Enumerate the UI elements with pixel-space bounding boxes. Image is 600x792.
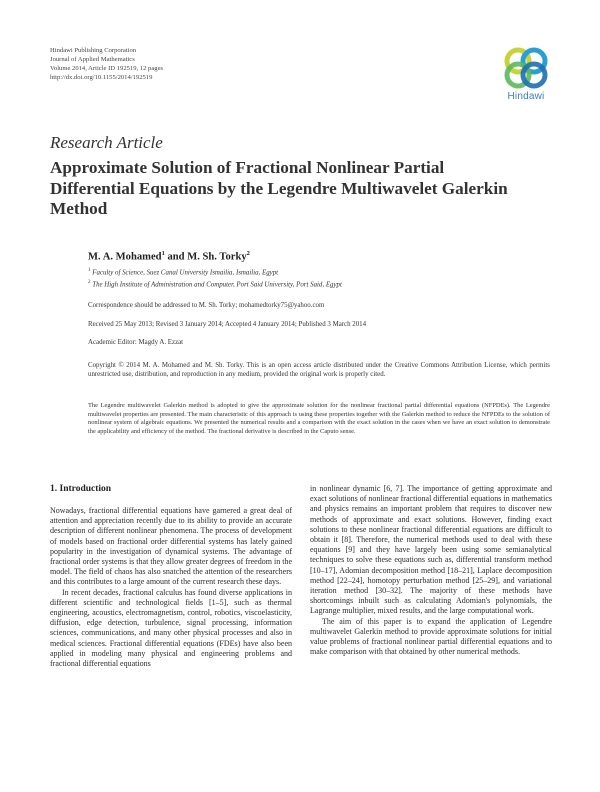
section-heading: 1. Introduction (50, 484, 112, 494)
paper-title: Approximate Solution of Fractional Nonlinear Partial Differential Equations by the Legendre Multiwavelet Galerkin Method (50, 158, 508, 218)
author-name: M. A. Mohamed (88, 251, 162, 263)
affiliation-mark: 2 (88, 280, 91, 285)
volume-line: Volume 2014, Article ID 192519, 12 pages (50, 65, 164, 72)
affiliation-text: The High Institute of Administration and Computer, Port Said University, Port Said, Egypt (92, 281, 342, 289)
affiliation-mark: 1 (88, 268, 91, 273)
authors-joiner: and (164, 251, 188, 263)
doi-link[interactable]: http://dx.doi.org/10.1155/2014/192519 (50, 74, 153, 81)
journal-header (50, 46, 163, 82)
paragraph: Nowadays, fractional differential equations have garnered a great deal of attention and appreciation recently due to its ability to provide an accurate description of different nonlinear phenomena. The process of development of models based on fractional order differential systems has lately gained popularity in the investigation of dynamical systems. The advantage of fractional order systems is that they allow greater degrees of freedom in the model. The field of chaos has also snatched the attention of the researchers and this contributes to a large amount of the current research these days. (50, 506, 292, 587)
right-column (310, 484, 552, 657)
author-list (88, 250, 250, 263)
affiliation-2 (88, 280, 342, 288)
paragraph: In recent decades, fractional calculus has found diverse applications in different scientific and technological fields [1–5], such as thermal engineering, acoustics, electromagnetism, control, robotics, viscoelasticity, diffusion, edge detection, turbulence, signal processing, information sciences, communications, and many other physical processes and also in medical sciences. Fractional differential equations (FDEs) have also been applied in modeling many physical and engineering problems and fractional differential equations (50, 587, 292, 669)
abstract-text: The Legendre multiwavelet Galerkin method is adopted to give the approximate solution for the nonlinear fractional partial differential equations (NFPDEs). The Legendre multiwavelet properties are presented. The main characteristic of this approach is using these properties together with the Galerkin method to reduce the NFPDEs to the solution of nonlinear system of algebraic equations. We presented the numerical results and a comparison with the exact solution in the cases when we have an exact solution to demonstrate the applicability and efficiency of the method. The fractional derivative is described in the Caputo sense. (88, 402, 550, 436)
journal-name: Journal of Applied Mathematics (50, 56, 135, 63)
dates-line: Received 25 May 2013; Revised 3 January 2014; Accepted 4 January 2014; Published 3 March 2014 (88, 321, 367, 328)
affiliation-text: Faculty of Science, Suez Canal University Ismailia, Ismailia, Egypt (92, 269, 279, 277)
author-affiliation-mark: 2 (246, 250, 250, 257)
publisher-line: Hindawi Publishing Corporation (50, 47, 137, 54)
affiliation-1 (88, 268, 278, 276)
hindawi-logo[interactable] (497, 44, 555, 104)
left-column (50, 506, 292, 669)
paragraph: The aim of this paper is to expand the application of Legendre multiwavelet Galerkin method to provide approximate solutions for initial value problems of fractional nonlinear partial differential equations and to make comparison with that obtained by other numerical methods. (310, 616, 552, 657)
article-type: Research Article (50, 133, 163, 152)
correspondence-line: Correspondence should be addressed to M. Sh. Torky; mohamedtorky75@yahoo.com (88, 302, 325, 309)
hindawi-logo-icon (497, 44, 555, 90)
copyright-notice: Copyright © 2014 M. A. Mohamed and M. Sh. Torky. This is an open access article distributed under the Creative Commons Attribution License, which permits unrestricted use, distribution, and reproduction in any medium, provided the original work is properly cited. (88, 362, 550, 379)
paragraph: in nonlinear dynamic [6, 7]. The importance of getting approximate and exact solutions of nonlinear fractional differential equations in mathematics and physics remains an important problem that requires to discover new methods of approximate and exact solutions. However, finding exact solutions to these nonlinear fractional differential equations are difficult to obtain it [8]. Therefore, the numerical methods used to deal with these equations [9] and they have largely been using some semianalytical techniques to solve these equations such as, differential transform method [10–17], Adomian decomposition method [18–21], Laplace decomposition method [22–24], homotopy perturbation method [25–29], and variational iteration method [30–32]. The majority of these methods have shortcomings inbuilt such as calculating Adomian's polynomials, the Lagrange multiplier, mixed results, and the large computational work. (310, 484, 552, 616)
editor-line: Academic Editor: Magdy A. Ezzat (88, 339, 184, 346)
author-affiliation-mark: 1 (161, 250, 165, 257)
hindawi-wordmark: Hindawi (507, 91, 545, 102)
author-name: M. Sh. Torky (187, 251, 247, 263)
